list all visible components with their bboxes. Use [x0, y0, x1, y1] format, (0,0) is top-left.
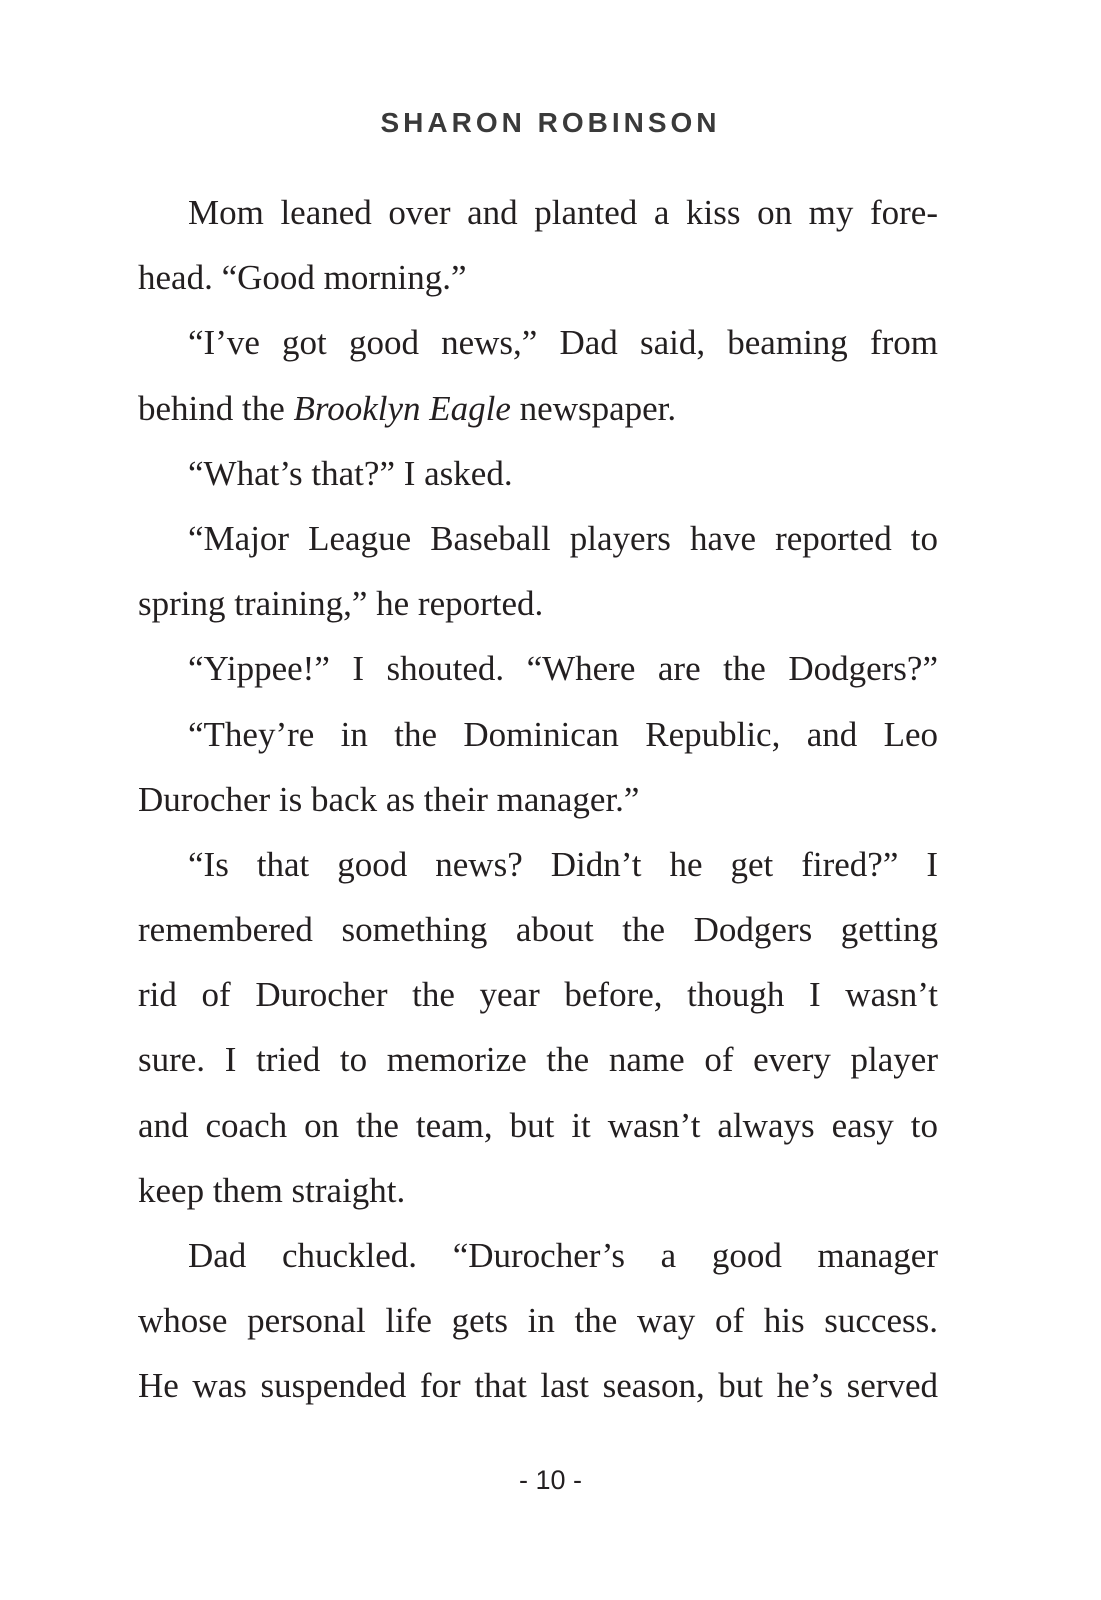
- text-line: Mom leaned over and planted a kiss on my fore-: [188, 193, 938, 232]
- text-line: “What’s that?” I asked.: [188, 453, 513, 493]
- text-line: “Is that good news? Didn’t he get fired?” I: [188, 844, 938, 884]
- page-number: - 10 -: [518, 1465, 583, 1495]
- text-line: remembered something about the Dodgers getting: [138, 910, 938, 950]
- text-run: behind the: [138, 388, 294, 428]
- text-line: [138, 376, 938, 441]
- text-run: newspaper.: [510, 388, 677, 428]
- text-line: “Major League Baseball players have reported to: [188, 518, 938, 558]
- text-line: “They’re in the Dominican Republic, and Leo: [188, 714, 938, 754]
- body-text: [138, 180, 938, 1419]
- text-line: He was suspended for that last season, but he’s served: [138, 1366, 938, 1406]
- newspaper-title: Brooklyn Eagle: [293, 388, 511, 428]
- text-line: whose personal life gets in the way of his success.: [138, 1301, 938, 1341]
- text-line: head. “Good morning.”: [138, 258, 467, 298]
- text-line: rid of Durocher the year before, though I wasn’t: [138, 975, 938, 1015]
- text-line: spring training,” he reported.: [138, 584, 544, 624]
- text-line: keep them straight.: [138, 1170, 406, 1210]
- text-line: “I’ve got good news,” Dad said, beaming from: [188, 323, 938, 363]
- running-head-author: SHARON ROBINSON: [380, 107, 721, 138]
- text-line: and coach on the team, but it wasn’t always easy to: [138, 1105, 938, 1145]
- text-line: Dad chuckled. “Durocher’s a good manager: [188, 1236, 938, 1275]
- text-line: Durocher is back as their manager.”: [138, 779, 640, 819]
- text-line: “Yippee!” I shouted. “Where are the Dodgers?”: [188, 649, 938, 689]
- text-line: sure. I tried to memorize the name of every player: [138, 1040, 938, 1080]
